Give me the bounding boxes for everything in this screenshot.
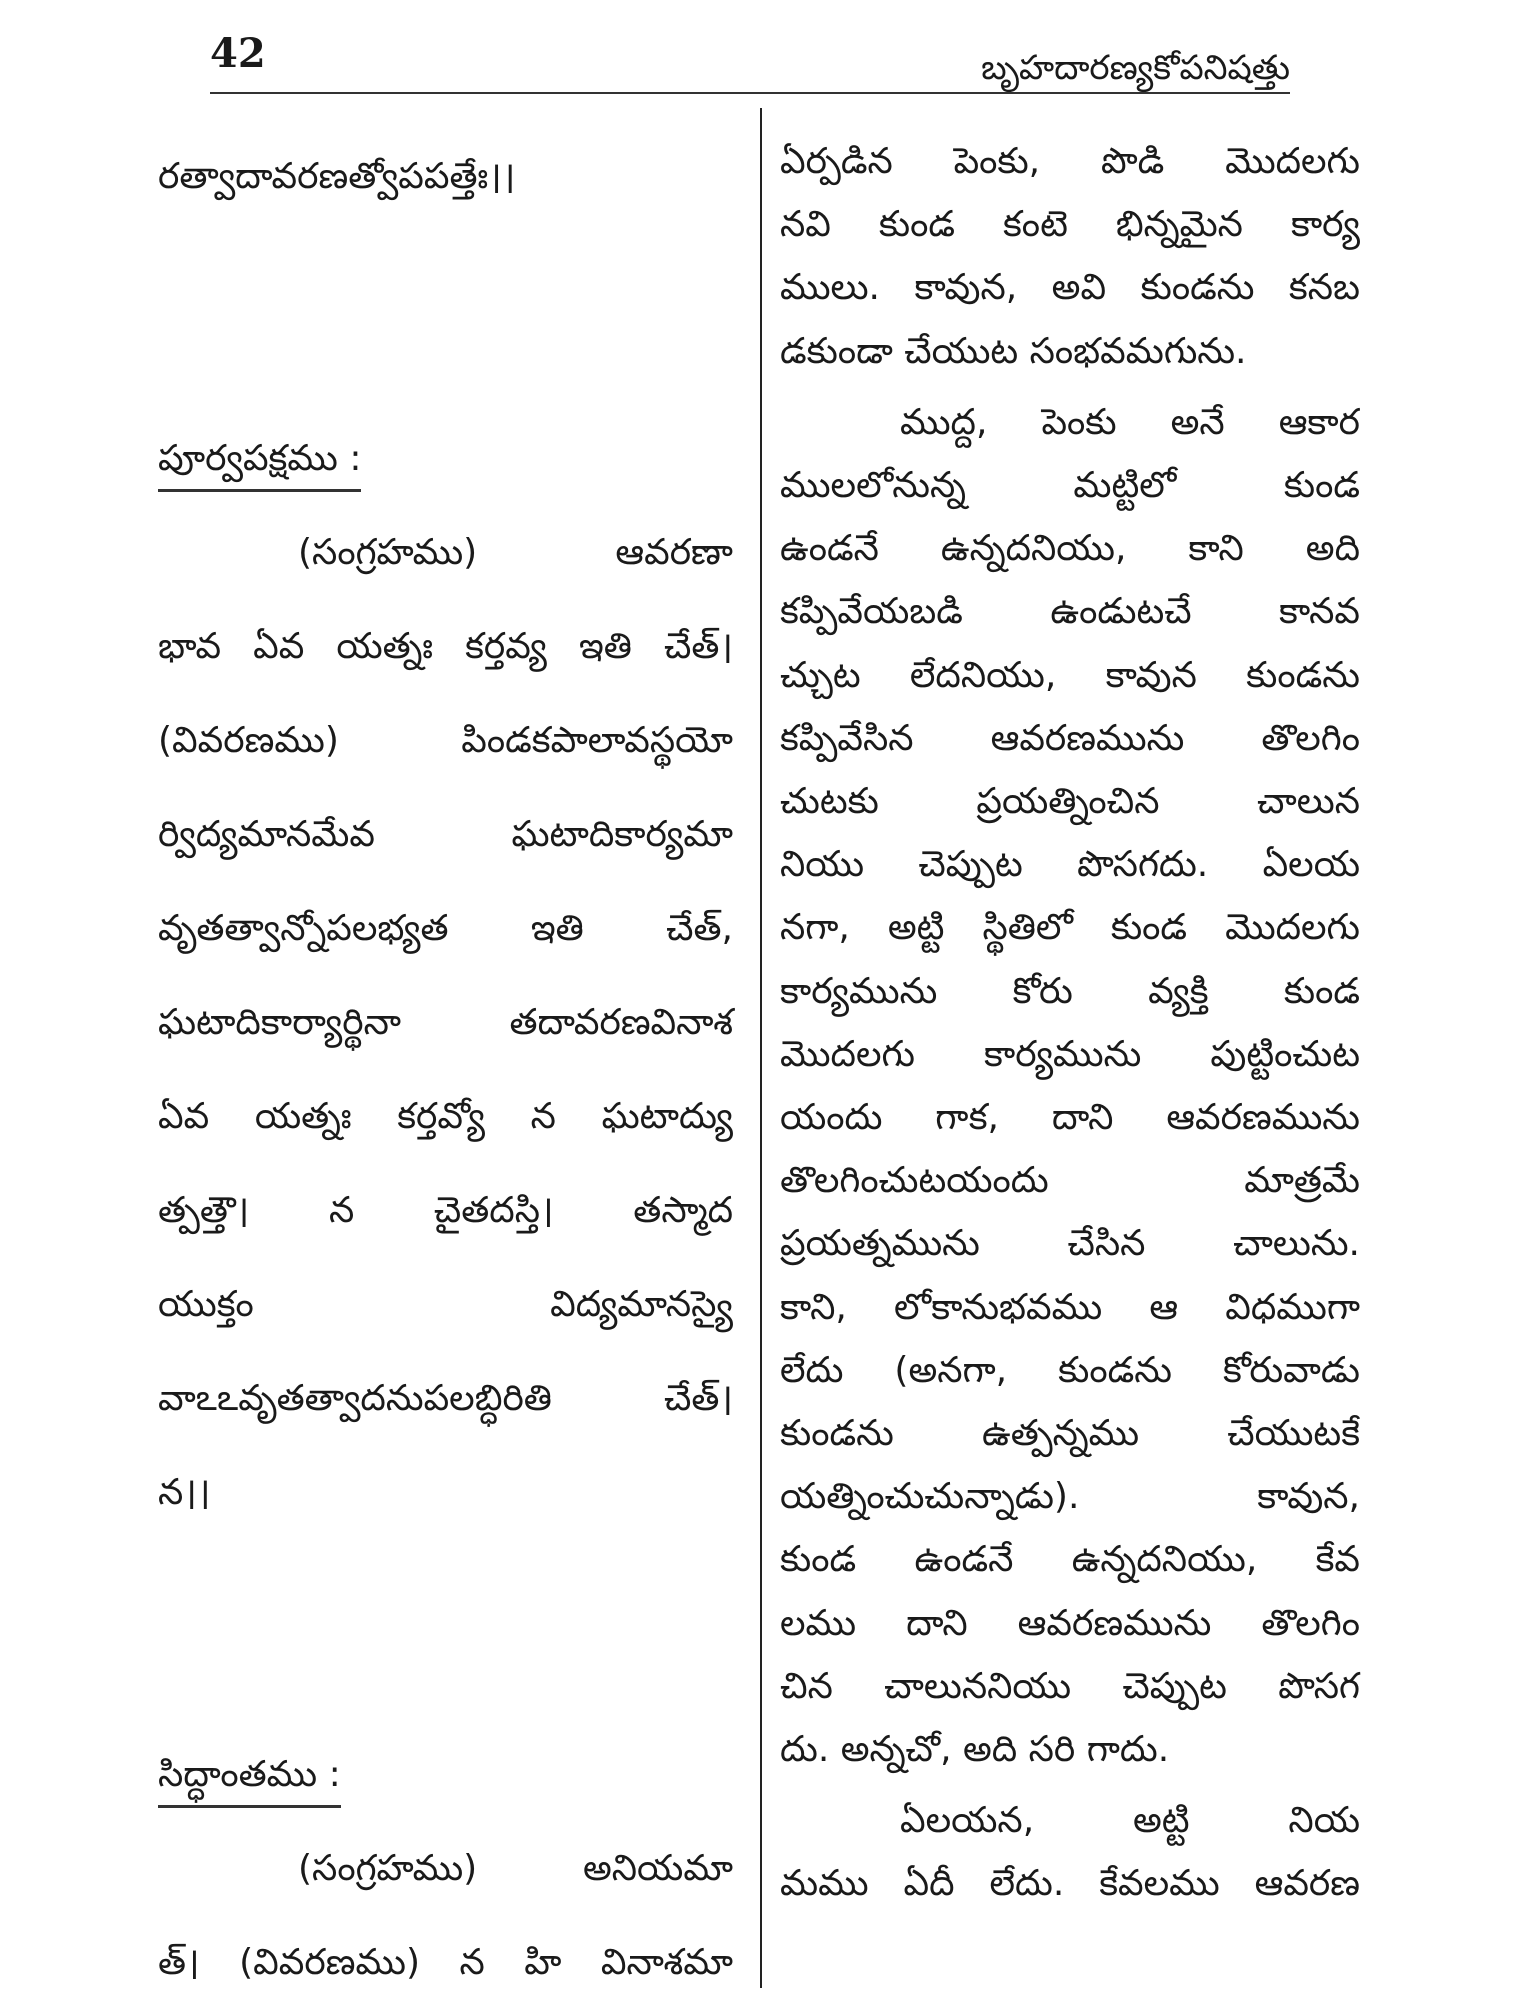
purvapaksha-heading-row bbox=[158, 412, 733, 506]
text-line: మొదలగు కార్యమును పుట్టించుట bbox=[780, 1033, 1360, 1075]
text-line: త్। (వివరణము) న హి వినాశమా bbox=[158, 1942, 733, 1983]
spacer bbox=[158, 1540, 733, 1728]
text-line: యందు గాక, దాని ఆవరణమును bbox=[780, 1097, 1360, 1139]
text-line: లేదు (అనగా, కుండను కోరువాడు bbox=[780, 1349, 1360, 1391]
column-divider bbox=[760, 108, 762, 1988]
spacer bbox=[158, 224, 733, 412]
page-number: 42 bbox=[210, 30, 266, 77]
text-line: ర్విద్యమానమేవ ఘటాదికార్యమా bbox=[158, 814, 733, 855]
text-line: నియు చెప్పుట పొసగదు. ఏలయ bbox=[780, 844, 1360, 886]
text-line: చ్చుట లేదనియు, కావున కుండను bbox=[780, 654, 1360, 696]
purvapaksha-heading: పూర్వపక్షము : bbox=[158, 436, 361, 492]
text-line: డకుండా చేయుట సంభవమగును. bbox=[780, 330, 1247, 372]
text-line: కప్పివేసిన ఆవరణమును తొలగిం bbox=[780, 717, 1360, 759]
text-line: మము ఏదీ లేదు. కేవలము ఆవరణ bbox=[780, 1863, 1360, 1905]
text-line: యుక్తం విద్యమానస్యై bbox=[158, 1284, 733, 1325]
text-line: వృతత్వాన్నోపలభ్యత ఇతి చేత్, bbox=[158, 908, 733, 949]
text-line: ఏవ యత్నః కర్తవ్యో న ఘటాద్యు bbox=[158, 1096, 733, 1137]
header-rule bbox=[210, 92, 1290, 94]
text-line: ఏర్పడిన పెంకు, పొడి మొదలగు bbox=[780, 141, 1360, 182]
text-line: త్పత్తౌ। న చైతదస్తి। తస్మాద bbox=[158, 1190, 733, 1231]
text-line: చుటకు ప్రయత్నించిన చాలున bbox=[780, 781, 1360, 823]
text-line: కార్యమును కోరు వ్యక్తి కుండ bbox=[780, 970, 1360, 1012]
text-line: ప్రయత్నమును చేసిన చాలును. bbox=[780, 1223, 1360, 1265]
text-line: యత్నించుచున్నాడు). కావున, bbox=[780, 1476, 1360, 1518]
text-line: దు. అన్నచో, అది సరి గాదు. bbox=[780, 1729, 1170, 1771]
text-line: ముద్ద, పెంకు అనే ఆకార bbox=[900, 401, 1360, 443]
text-line: ములు. కావున, అవి కుండను కనబ bbox=[780, 267, 1360, 309]
text-line: చిన చాలుననియు చెప్పుట పొసగ bbox=[780, 1665, 1360, 1707]
spacer bbox=[780, 1781, 1360, 1789]
text-line: లము దాని ఆవరణమును తొలగిం bbox=[780, 1602, 1360, 1644]
text-line: ఏలయన, అట్టి నియ bbox=[900, 1800, 1360, 1842]
text-line: కాని, లోకానుభవము ఆ విధముగా bbox=[780, 1286, 1360, 1328]
spacer bbox=[780, 383, 1360, 391]
siddhanta-heading-row bbox=[158, 1728, 733, 1822]
text-line: నగా, అట్టి స్థితిలో కుండ మొదలగు bbox=[780, 907, 1360, 949]
text-line: కప్పివేయబడి ఉండుటచే కానవ bbox=[780, 591, 1360, 633]
text-line: (సంగ్రహము) అనియమా bbox=[298, 1848, 733, 1889]
text-line: ఘటాదికార్యార్థినా తదావరణవినాశ bbox=[158, 1002, 733, 1043]
text-line: వాఽఽవృతత్వాదనుపలబ్ధిరితి చేత్। bbox=[158, 1378, 733, 1419]
running-title: బృహదారణ్యకోపనిషత్తు bbox=[981, 48, 1290, 88]
opening-line: రత్వాదావరణత్వోపపత్తేః।। bbox=[158, 156, 516, 197]
text-line: కుండ ఉండనే ఉన్నదనియు, కేవ bbox=[780, 1539, 1360, 1581]
text-line: కుండను ఉత్పన్నము చేయుటకే bbox=[780, 1413, 1360, 1455]
left-column bbox=[158, 130, 733, 2010]
text-line: నవి కుండ కంటె భిన్నమైన కార్య bbox=[780, 204, 1360, 246]
text-line: తొలగించుటయందు మాత్రమే bbox=[780, 1160, 1360, 1202]
text-line: ములలోనున్న మట్టిలో కుండ bbox=[780, 465, 1360, 507]
text-line: భావ ఏవ యత్నః కర్తవ్య ఇతి చేత్। bbox=[158, 626, 733, 667]
siddhanta-heading: సిద్ధాంతము : bbox=[158, 1752, 341, 1808]
right-column bbox=[780, 130, 1360, 1916]
text-line: (వివరణము) పిండకపాలావస్థయో bbox=[158, 720, 733, 761]
text-line: ఉండనే ఉన్నదనియు, కాని అది bbox=[780, 528, 1360, 570]
text-line: న।। bbox=[158, 1472, 211, 1513]
text-line: (సంగ్రహము) ఆవరణా bbox=[298, 532, 733, 573]
